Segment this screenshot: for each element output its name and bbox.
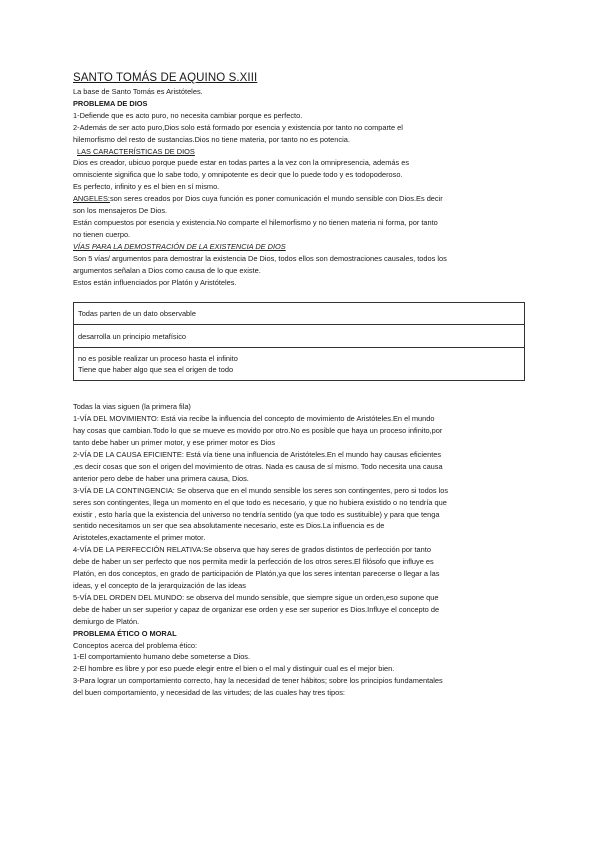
paragraph-line: omnisciente significa que lo sabe todo, y omnipotente es decir que lo puede todo y es todopoderoso. — [73, 170, 403, 180]
paragraph-line: Dios es creador, ubicuo porque puede estar en todas partes a la vez con la omnipresencia, además es — [73, 158, 410, 168]
paragraph-line: Es perfecto, infinito y es el bien en sí mismo. — [73, 182, 220, 192]
via2-line: anterior pero debe de haber una primera causa, Dios. — [73, 473, 249, 483]
document-page — [73, 72, 528, 699]
via1-line: hay cosas que cambian.Todo lo que se mueve es movido por otro.No es posible que haya un proceso infinito,por — [73, 426, 443, 436]
table-cell: Todas parten de un dato observable — [74, 303, 525, 325]
via4-line: debe de haber un ser perfecto que nos permita medir la perfección de los otros seres.El filósofo que influye es — [73, 557, 434, 567]
paragraph-line: Son 5 vías/ argumentos para demostrar la existencia De Dios, todos ellos son demostraciones causales, todos los — [73, 253, 447, 263]
table-row — [74, 303, 525, 325]
paragraph-line: 1-El comportamiento humano debe someterse a Dios. — [73, 652, 251, 662]
via5-line: demiurgo de Platón. — [73, 616, 140, 626]
paragraph-line: argumentos señalan a Dios como causa de lo que existe. — [73, 265, 261, 275]
paragraph-line: 3-Para lograr un comportamiento correcto, hay la necesidad de tener hábitos; sobre los principios fundamentales — [73, 676, 443, 686]
paragraph-line: 1-Defiende que es acto puro, no necesita cambiar porque es perfecto. — [73, 110, 303, 120]
paragraph-line: 2-Además de ser acto puro,Dios solo está formado por esencia y existencia por tanto no comparte el — [73, 122, 403, 132]
section-heading-etico: PROBLEMA ÉTICO O MORAL — [73, 628, 177, 638]
angeles-line — [73, 193, 528, 205]
vias-table — [73, 302, 525, 381]
section-heading-vias: VÍAS PARA LA DEMOSTRACIÓN DE LA EXISTENCIA DE DIOS — [73, 241, 286, 251]
via4-line: Platón, en dos conceptos, en grado de participación de Platón,ya que los seres intentan parecerse o llegar a las — [73, 569, 440, 579]
via3-line: seres son contingentes, llega un momento en el que todo es necesario, y que no hubiera existido o no tendría que — [73, 497, 447, 507]
intro-text: La base de Santo Tomás es Aristóteles. — [73, 87, 203, 96]
via2-line: 2-VÍA DE LA CAUSA EFICIENTE: Está vía tiene una influencia de Aristóteles.En el mundo hay causas eficientes — [73, 450, 442, 460]
paragraph-line: Conceptos acerca del problema ético: — [73, 640, 198, 650]
table-cell: desarrolla un principio metafísico — [74, 325, 525, 348]
document-title: SANTO TOMÁS DE AQUINO S.XIII — [73, 72, 258, 84]
todas-vias-text: Todas la vias siguen (la primera fila) — [73, 402, 191, 412]
table-row — [74, 348, 525, 381]
table-cell-line: Tiene que haber algo que sea el origen de todo — [78, 365, 234, 375]
table-cell — [74, 348, 525, 381]
paragraph-line: Están compuestos por esencia y existencia.No comparte el hilemorfismo y no tienen materia ni forma, por tanto — [73, 217, 438, 227]
via1-line: tanto debe haber un primer motor, y ese primer motor es Dios — [73, 438, 276, 448]
paragraph-line: 2-El hombre es libre y por eso puede elegir entre el bien o el mal y distinguir cual es el mejor bien. — [73, 664, 395, 674]
table-cell-line: no es posible realizar un proceso hasta el infinito — [78, 354, 238, 364]
via5-line: 5-VÍA DEL ORDEN DEL MUNDO: se observa del mundo sensible, que siempre sigue un orden,eso supone que — [73, 592, 439, 602]
via2-line: ,es decir cosas que son el origen del movimiento de otras. Nada es causa de sí mismo. Todo necesita una causa — [73, 461, 443, 471]
paragraph-line: del buen comportamiento, y necesidad de las virtudes; de las cuales hay tres tipos: — [73, 688, 345, 698]
via3-line: existir , esto haría que la existencia del universo no tendría sentido (ya que todo es sustituible) y para que tenga — [73, 509, 440, 519]
caracteristicas-heading-row — [73, 146, 528, 158]
paragraph-line: son los mensajeros De Dios. — [73, 206, 168, 216]
via4-line: ideas, y el concepto de la jerarquización de las ideas — [73, 581, 246, 590]
paragraph-line: Estos están influenciados por Platón y Aristóteles. — [73, 277, 237, 287]
paragraph-line: no tienen cuerpo. — [73, 229, 131, 239]
via3-line: sentido necesitamos un ser que sea absolutamente necesario, este es Dios.La influencia es de — [73, 521, 385, 531]
table-row — [74, 325, 525, 348]
angeles-text: son seres creados por Dios cuya función es poner comunicación el mundo sensible con Dios.Es decir — [109, 194, 443, 204]
vias-heading-row — [73, 241, 528, 253]
via5-line: debe de haber un ser superior y capaz de organizar ese orden y ese ser superior es Dios.Influye el concepto de — [73, 604, 440, 614]
angeles-label: ANGELES: — [73, 194, 110, 204]
via1-line: 1-VÍA DEL MOVIMIENTO: Está via recibe la influencia del concepto de movimiento de Aristóteles.En el mundo — [73, 414, 435, 424]
via3-line: Aristoteles,exactamente el primer motor. — [73, 533, 206, 543]
via3-line: 3-VÍA DE LA CONTINGENCIA: Se observa que en el mundo sensible los seres son contingentes, pero si todos los — [73, 485, 449, 495]
via4-line: 4-VÍA DE LA PERFECCIÓN RELATIVA:Se observa que hay seres de grados distintos de perfección por tanto — [73, 545, 431, 555]
section-heading-caracteristicas: LAS CARACTERÍSTICAS DE DIOS — [77, 146, 195, 156]
paragraph-line: hilemorfismo del resto de sustancias.Dios no tiene materia, por tanto no es potencia. — [73, 134, 350, 144]
section-heading-problema-dios: PROBLEMA DE DIOS — [73, 98, 148, 108]
